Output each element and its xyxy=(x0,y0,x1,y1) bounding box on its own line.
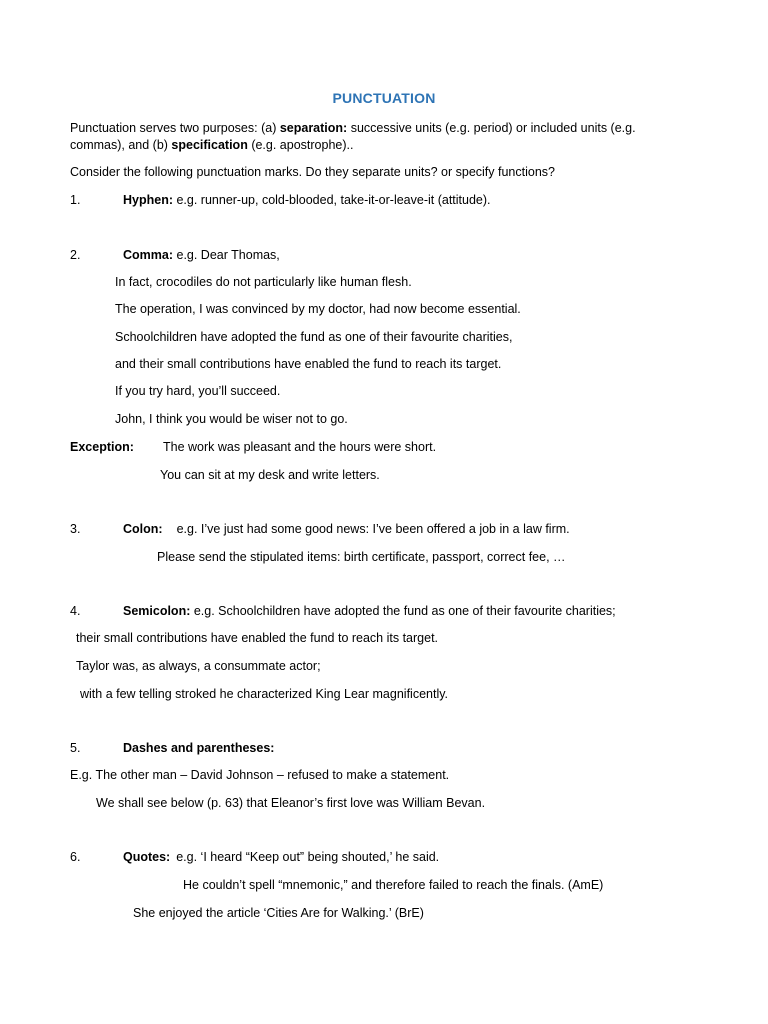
section-text: e.g. Dear Thomas, xyxy=(173,248,280,262)
exception-example: You can sit at my desk and write letters. xyxy=(160,468,380,482)
section-number: 5. xyxy=(70,741,81,755)
section-label-hyphen: Hyphen: xyxy=(123,193,173,207)
section-number: 3. xyxy=(70,522,81,536)
section-quotes xyxy=(70,849,439,865)
exception-label: Exception: xyxy=(70,440,134,454)
section-text: e.g. Schoolchildren have adopted the fund as one of their favourite charities; xyxy=(190,604,616,618)
semicolon-example: with a few telling stroked he characterized King Lear magnificently. xyxy=(80,687,449,701)
comma-exception xyxy=(70,439,134,455)
section-number: 4. xyxy=(70,604,81,618)
section-text: e.g. I’ve just had some good news: I’ve been offered a job in a law firm. xyxy=(176,522,570,536)
page-title: PUNCTUATION xyxy=(332,90,436,106)
dashes-example: E.g. The other man – David Johnson – refused to make a statement. xyxy=(70,768,450,782)
section-label-semicolon: Semicolon: xyxy=(123,604,191,618)
section-label-dashes: Dashes and parentheses: xyxy=(123,741,275,755)
intro-paragraph-line-2 xyxy=(70,137,353,153)
intro-text: (e.g. apostrophe).. xyxy=(247,138,354,152)
section-number: 1. xyxy=(70,193,81,207)
section-comma xyxy=(70,247,280,263)
section-semicolon xyxy=(70,603,616,619)
intro-text: Punctuation serves two purposes: (a) xyxy=(70,121,280,135)
section-label-comma: Comma: xyxy=(123,248,174,262)
comma-example: John, I think you would be wiser not to go. xyxy=(115,412,348,426)
exception-example: The work was pleasant and the hours were short. xyxy=(163,440,437,454)
semicolon-example: their small contributions have enabled the fund to reach its target. xyxy=(76,631,439,645)
intro-term-separation: separation: xyxy=(279,121,348,135)
section-label-quotes: Quotes: xyxy=(123,850,171,864)
comma-example: and their small contributions have enabled the fund to reach its target. xyxy=(115,357,502,371)
section-number: 2. xyxy=(70,248,81,262)
intro-question: Consider the following punctuation marks. Do they separate units? or specify functions? xyxy=(70,165,555,179)
comma-example: In fact, crocodiles do not particularly like human flesh. xyxy=(115,275,412,289)
comma-example: Schoolchildren have adopted the fund as one of their favourite charities, xyxy=(115,330,513,344)
colon-example: Please send the stipulated items: birth certificate, passport, correct fee, … xyxy=(157,550,566,564)
dashes-example: We shall see below (p. 63) that Eleanor’s first love was William Bevan. xyxy=(96,796,486,810)
intro-text: successive units (e.g. period) or included units (e.g. xyxy=(347,121,636,135)
section-hyphen xyxy=(70,192,491,208)
comma-example: The operation, I was convinced by my doctor, had now become essential. xyxy=(115,302,521,316)
intro-paragraph-line-1 xyxy=(70,120,636,136)
comma-example: If you try hard, you’ll succeed. xyxy=(115,384,281,398)
quotes-example: He couldn’t spell “mnemonic,” and therefore failed to reach the finals. (AmE) xyxy=(183,878,604,892)
semicolon-example: Taylor was, as always, a consummate actor; xyxy=(76,659,321,673)
section-text: e.g. ‘I heard “Keep out” being shouted,’ he said. xyxy=(176,850,440,864)
section-colon xyxy=(70,521,570,537)
section-dashes xyxy=(70,740,274,756)
intro-term-specification: specification xyxy=(171,138,248,152)
section-number: 6. xyxy=(70,850,81,864)
section-label-colon: Colon: xyxy=(123,522,163,536)
intro-text: commas), and (b) xyxy=(70,138,172,152)
section-text: e.g. runner-up, cold-blooded, take-it-or-leave-it (attitude). xyxy=(173,193,491,207)
quotes-example: She enjoyed the article ‘Cities Are for Walking.’ (BrE) xyxy=(133,906,424,920)
